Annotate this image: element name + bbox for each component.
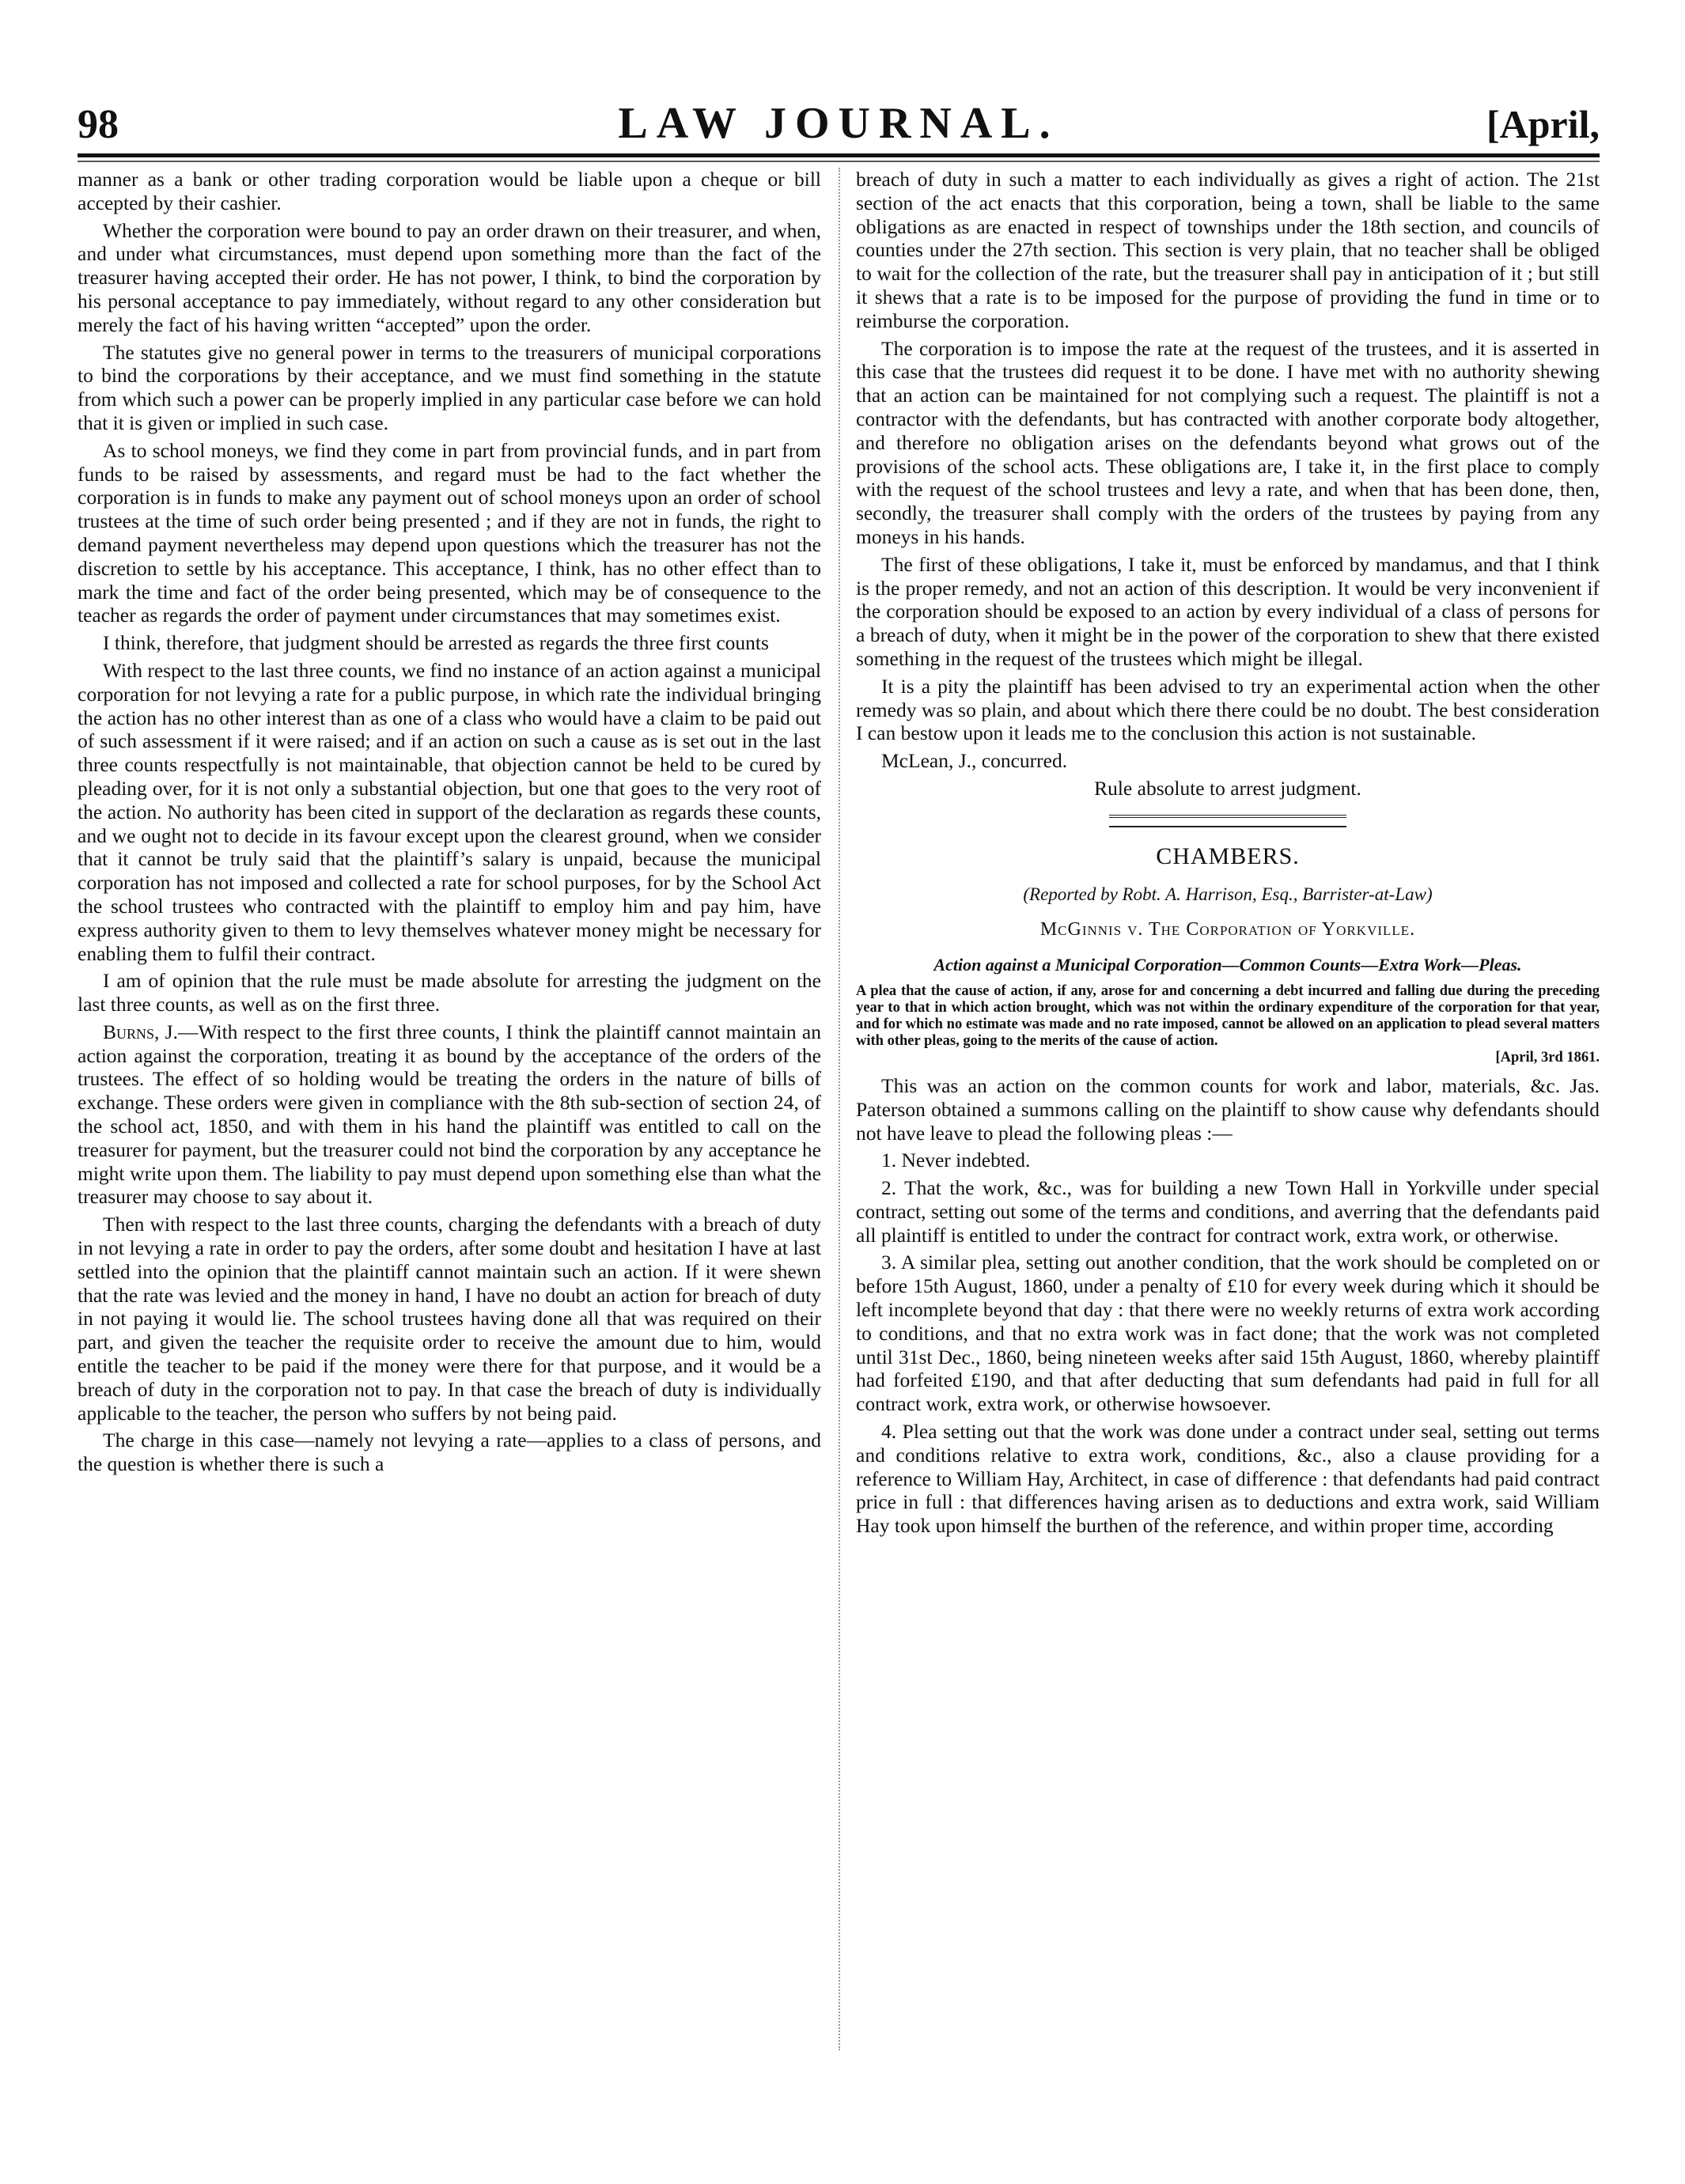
plea: 2. That the work, &c., was for building a new Town Hall in Yorkville under special contract, setting out some of the terms and conditions, and averring that the defendants paid all plaintiff is entitled to under the contract for contract work, extra work, or otherwise.	[856, 1176, 1600, 1247]
left-column	[78, 168, 821, 1480]
paragraph-text: With respect to the first three counts, I think the plaintiff cannot maintain an action against the corporation, treating it as bound by the acceptance of the orders of the trustees. The effect of so holding would be treating the orders in the nature of bills of exchange. These orders were given in compliance with the 8th sub-section of section 24, of the school act, 1850, and with them in his hand the plaintiff was entitled to call on the treasurer for payment, but the treasurer could not bind the corporation by any acceptance he might write upon them. The liability to pay must depend upon something else than what the treasurer may choose to say about it.	[78, 1020, 821, 1209]
plea: 4. Plea setting out that the work was done under a contract under seal, setting out terms and conditions relative to extra work, conditions, &c., also a clause providing for a reference to William Hay, Architect, in case of difference : that defendants had paid contract price in full : that differences having arisen as to deductions and extra work, said William Hay took upon himself the burthen of the reference, and within proper time, according	[856, 1420, 1600, 1538]
paragraph: As to school moneys, we find they come in part from provincial funds, and in part from funds to be raised by assessments, and regard must be had to the fact whether the corporation is in funds to make any payment out of school moneys upon an order of school trustees at the time of such order being presented ; and if they are not in funds, the right to demand payment nevertheless may depend upon questions which the treasurer has not the discretion to settle by his acceptance. This acceptance, I think, has no other effect than to mark the time and fact of the order being presented, which may be of consequence to the teacher as regards the order of payment under circumstances that may sometimes exist.	[78, 438, 821, 627]
paragraph: The charge in this case—namely not levying a rate—applies to a class of persons, and the question is whether there is such a	[78, 1429, 821, 1476]
section-rule	[1109, 815, 1346, 818]
paragraph: Whether the corporation were bound to pay an order drawn on their treasurer, and when, and under what circumstances, must depend upon something more than the fact of the treasurer having accepted their order. He has not power, I think, to bind the corporation by his personal acceptance to pay immediately, without regard to any other consideration but merely the fact of his having written “accepted” upon the order.	[78, 218, 821, 336]
headnote-date: [April, 3rd 1861.	[1495, 1049, 1600, 1066]
paragraph: manner as a bank or other trading corporation would be liable upon a cheque or bill accepted by their cashier.	[78, 168, 821, 214]
headnote-title: Action against a Municipal Corporation—Common Counts—Extra Work—Pleas.	[933, 955, 1522, 975]
right-column	[856, 168, 1600, 1542]
header-rule-thin	[78, 161, 1600, 162]
running-title: LAW JOURNAL.	[618, 99, 1059, 148]
paragraph: Then with respect to the last three counts, charging the defendants with a breach of duty in not levying a rate in order to pay the orders, after some doubt and hesitation I have at last settled into the opinion that the plaintiff cannot maintain such an action. If it were shewn that the rate was levied and the money in hand, I have no doubt an action for breach of duty in not paying it would lie. The school trustees having done all that was required on their part, and given the teacher the requisite order to receive the amount due to him, would entitle the teacher to be paid if the money were there for that purpose, and it would be a breach of duty in the corporation not to pay. In that case the breach of duty is individually applicable to the teacher, the person who suffers by not being paid.	[78, 1213, 821, 1425]
column-divider	[839, 168, 840, 2050]
concurrence: McLean, J., concurred.	[881, 749, 1068, 773]
section-title: CHAMBERS.	[1156, 842, 1300, 869]
paragraph: The first of these obligations, I take it, must be enforced by mandamus, and that I think is the proper remedy, and not an action of this description. It would be very inconvenient if the corporation should be exposed to an action by every individual of a class of persons for a breach of duty, when it might be in the power of the corporation to shew that there existed something in the request of the trustees which might be illegal.	[856, 552, 1600, 670]
case-title: McGinnis v. The Corporation of Yorkville.	[1039, 919, 1416, 941]
judge-name: Burns, J.—	[103, 1020, 199, 1043]
paragraph: breach of duty in such a matter to each individually as gives a right of action. The 21st section of the act enacts that this corporation, being a town, shall be liable to the same obligations as are enacted in respect of townships under the 18th section, and councils of counties under the 27th section. This section is very plain, that no teacher shall be obliged to wait for the collection of the rate, but the treasurer shall pay in anticipation of it ; but still it shews that a rate is to be imposed for the purpose of providing the fund in time or to reimburse the corporation.	[856, 168, 1600, 332]
page-number: 98	[78, 102, 119, 147]
plea: 3. A similar plea, setting out another condition, that the work should be completed on or before 15th August, 1860, under a penalty of £10 for every week during which it should be left incomplete beyond that day : that there were no weekly returns of extra work according to conditions, and that no extra work was in fact done; that the work was not completed until 31st Dec., 1860, being nineteen weeks after said 15th August, 1860, whereby plaintiff had forfeited £190, and that after deducting that sum defendants had paid in full for all contract work, extra work, or otherwise howsoever.	[856, 1251, 1600, 1416]
paragraph: This was an action on the common counts for work and labor, materials, &c. Jas. Paterson obtained a summons calling on the plaintiff to show cause why defendants should not have leave to plead the following pleas :—	[856, 1073, 1600, 1145]
section-rule-thin	[1109, 826, 1346, 827]
issue-month: [April,	[1486, 102, 1600, 146]
paragraph: It is a pity the plaintiff has been advised to try an experimental action when the other remedy was so plain, and about which there there could be no doubt. The best consideration I can bestow upon it leads me to the conclusion this action is not sustainable.	[856, 674, 1600, 745]
page-header	[78, 93, 1600, 153]
paragraph: The corporation is to impose the rate at the request of the trustees, and it is asserted in this case that the trustees did request it to be done. I have met with no authority shewing that an action can be maintained for not complying such a request. The plaintiff is not a contractor with the defendants, but has contracted with another corporate body altogether, and therefore no obligation arises on the defendants beyond what grows out of the provisions of the school acts. These obligations are, I take it, in the first place to comply with the request of the school trustees and levy a rate, and when that has been done, then, secondly, the treasurer shall comply with the orders of the trustees by paying from any moneys in his hands.	[856, 336, 1600, 548]
headnote	[856, 983, 1600, 1066]
headnote-text: A plea that the cause of action, if any, arose for and concerning a debt incurred and falling due during the preceding year to that in which action brought, which was not within the ordinary expenditure of the corporation for that year, and for which no estimate was made and no rate imposed, cannot be allowed on an application to plead several matters with other pleas, going to the merits of the cause of action.	[856, 982, 1600, 1049]
paragraph: The statutes give no general power in terms to the treasurers of municipal corporations to bind the corporations by their acceptance, and we must find something in the statute from which such a power can be properly implied in any particular case before we can hold that it is given or implied in such case.	[78, 340, 821, 434]
paragraph: I think, therefore, that judgment should be arrested as regards the three first counts	[103, 631, 769, 655]
judgment-paragraph	[78, 1020, 821, 1209]
reporter-line: (Reported by Robt. A. Harrison, Esq., Barrister-at-Law)	[1023, 884, 1433, 904]
paragraph: I am of opinion that the rule must be made absolute for arresting the judgment on the last three counts, as well as on the first three.	[78, 969, 821, 1016]
paragraph: With respect to the last three counts, we find no instance of an action against a municipal corporation for not levying a rate for a public purpose, in which rate the individual bringing the action has no other interest than as one of a class who would have a claim to be paid out of such assessment if it were raised; and if an action on such a cause as is set out in the last three counts respectfully is not maintainable, that objection cannot be held to be cured by pleading over, for it is not only a substantial objection, but one that goes to the very root of the action. No authority has been cited in support of the declaration as regards these counts, and we ought not to decide in its favour except upon the clearest ground, when we consider that it cannot be truly said that the plaintiff’s salary is unpaid, because the municipal corporation has not imposed and collected a rate for school purposes, for by the School Act the school trustees who contracted with the plaintiff to employ him and pay him, have express authority given to them to levy themselves whatever money might be necessary for enabling them to fulfil their contract.	[78, 658, 821, 965]
header-rule	[78, 153, 1600, 157]
plea: 1. Never indebted.	[881, 1149, 1031, 1172]
rule-result: Rule absolute to arrest judgment.	[1094, 776, 1361, 800]
